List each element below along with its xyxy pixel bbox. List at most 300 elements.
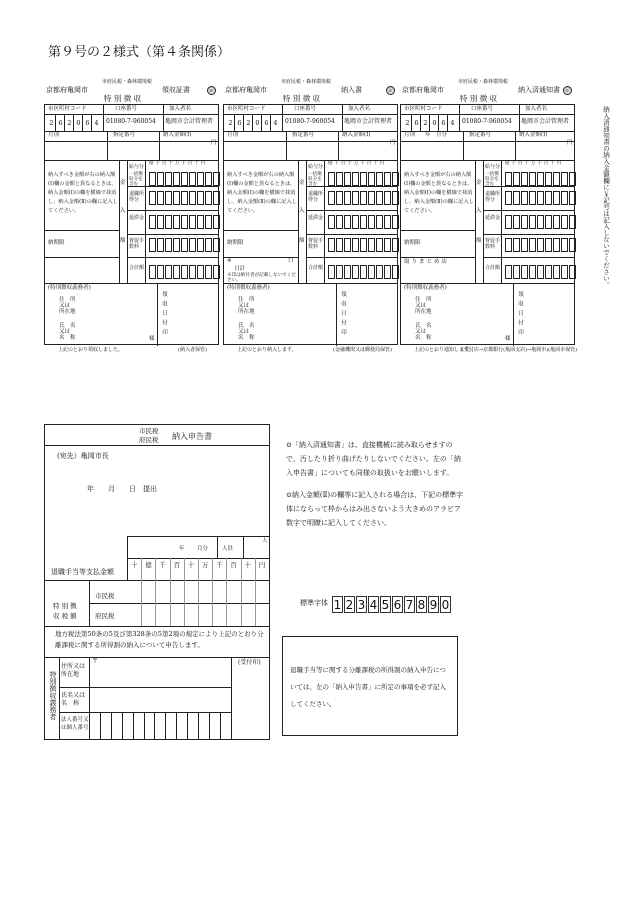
decl-col-line [212,558,213,626]
amount-box[interactable] [545,172,552,186]
standard-digit: 0 [441,598,450,612]
col-line [475,160,476,283]
row-label: 延滞金 [308,215,324,221]
decl-digit-head: 十 [131,561,138,569]
label-name: 氏 名 又は 名 称 [415,323,432,341]
amount-box[interactable] [384,238,391,252]
amount-boxes[interactable] [149,238,221,252]
col-line [513,283,514,346]
amount-box[interactable] [521,191,528,205]
amount-box[interactable] [165,191,172,205]
amount-box[interactable] [213,265,220,279]
decl-digit-head: 百 [173,561,181,569]
code-digit: 6 [441,119,446,127]
amount-box[interactable] [336,191,343,205]
amount-box[interactable] [352,172,359,186]
amount-box[interactable] [157,191,164,205]
amount-boxes[interactable] [505,172,577,186]
payee-name: 亀岡市会計管理者 [521,118,570,125]
amount-box[interactable] [561,215,568,229]
decl-receipt: (受付印) [238,659,261,666]
amount-box[interactable] [569,265,576,279]
amount-box[interactable] [553,215,560,229]
amount-box[interactable] [189,172,196,186]
amount-box[interactable] [205,215,212,229]
decl-col-line [226,558,227,626]
header-acct: 口座番号 [115,106,138,112]
amount-box[interactable] [569,172,576,186]
amount-box[interactable] [521,238,528,252]
row-line [401,114,574,115]
amount-box[interactable] [537,191,544,205]
payee-name: 亀岡市会計管理者 [165,118,214,125]
row-line [401,257,475,258]
amount-box[interactable] [392,238,399,252]
code-digit: 2 [246,119,251,127]
amount-box[interactable] [376,172,383,186]
amount-boxes[interactable] [149,172,221,186]
label-gaku: 額 [120,238,126,244]
decl-col-line [241,558,242,626]
amount-box[interactable] [545,215,552,229]
amount-box[interactable] [149,265,156,279]
amount-box[interactable] [384,172,391,186]
col-line [338,131,339,160]
header-code: 市区町村コード [48,106,87,112]
col-line [306,160,307,283]
amount-box[interactable] [344,191,351,205]
col-line [298,160,299,283]
amount-box[interactable] [505,172,512,186]
amount-box[interactable] [173,265,180,279]
amount-box[interactable] [537,215,544,229]
amount-box[interactable] [165,215,172,229]
digit-line [55,114,56,131]
row-line [224,141,397,142]
amount-box[interactable] [189,238,196,252]
decl-col-year: 年 [179,546,185,552]
code-digit: 6 [264,119,269,127]
row-line [127,257,218,258]
amount-boxes[interactable] [328,172,400,186]
instructions: 納入すべき金額が右の納入額(Ⅰ)欄の金額と異なるときは、納入金額(Ⅰ)の欄を横線で抹消し、納入金額(Ⅱ)の欄に記入してください。 [227,172,297,214]
amount-box[interactable] [181,238,188,252]
code-digit: 2 [67,119,72,127]
label-limit: 納期限 [48,240,65,246]
amount-box[interactable] [569,215,576,229]
amount-box[interactable] [352,191,359,205]
amount-box[interactable] [157,172,164,186]
standard-digit: 3 [357,598,366,612]
amount-boxes[interactable] [328,215,400,229]
label-gaku: 額 [476,238,482,244]
amount-box[interactable] [336,215,343,229]
note-1: ⊙「納入済通知書」は、直接機械に読み取らせますので、汚したり折り曲げたりしないでください。左の「納入申告書」についても同様の取扱いをお願いします。 [286,441,461,477]
amount-box[interactable] [149,172,156,186]
corp-number-box[interactable] [100,712,111,739]
code-digit: 2 [228,119,233,127]
slip-kind: 特 別 徴 収 [104,94,142,103]
amount-box[interactable] [561,265,568,279]
seal-icon: ㊞ [387,88,394,95]
header-payee: 加入者名 [348,106,371,112]
standard-digit: 8 [417,598,426,612]
corp-number-box[interactable] [111,712,122,739]
amount-box[interactable] [529,191,536,205]
amount-box[interactable] [165,265,172,279]
corp-number-box[interactable] [187,712,198,739]
amount-boxes[interactable] [505,265,577,279]
amount-box[interactable] [553,265,560,279]
amount-box[interactable] [205,265,212,279]
amount-box[interactable] [521,265,528,279]
amount-box[interactable] [205,238,212,252]
amount-box[interactable] [537,238,544,252]
amount-box[interactable] [545,191,552,205]
corp-number-box[interactable] [176,712,187,739]
amount-box[interactable] [336,265,343,279]
amount-box[interactable] [173,172,180,186]
label-stamp: 領収日付印 [340,291,346,339]
col-line [107,131,108,160]
corp-number-box[interactable] [209,712,220,739]
digit-line [73,114,74,131]
amount-box[interactable] [505,238,512,252]
digit-line [261,114,262,131]
account-number: 01080-7-960054 [106,118,156,125]
amount-box[interactable] [368,238,375,252]
code-digit: 0 [76,119,81,127]
label-amount: 納入金額(Ⅰ) [342,132,371,138]
label-address: 住 所 又は 所在地 [415,297,432,315]
side-note: 納入済通知書の納入金額欄に￥記号は記入しないでください。 [602,106,610,288]
header-code: 市区町村コード [227,106,266,112]
row-line [483,257,574,258]
decl-tax1: 市民税 [139,427,159,435]
decl-addr: 住所又は所在地 [61,663,86,678]
label-name: 氏 名 又は 名 称 [238,323,255,341]
amount-box[interactable] [189,191,196,205]
corp-number-box[interactable] [220,712,231,739]
amount-box[interactable] [197,215,204,229]
row-label: 給与分 [129,164,145,170]
amount-box[interactable] [197,265,204,279]
col-line [483,160,484,283]
label-sama: 様 [149,336,155,342]
amount-box[interactable] [352,238,359,252]
amount-box[interactable] [545,265,552,279]
amount-box[interactable] [553,172,560,186]
col-line [342,105,343,131]
slip-dept: 市府民税・森林環境税 [281,79,332,85]
decl-col-people: 人員 [222,546,234,552]
amount-boxes[interactable] [505,215,577,229]
label-nyu: 入 [120,208,126,214]
corp-number-box[interactable] [154,712,165,739]
amount-box[interactable] [505,215,512,229]
amount-box[interactable] [157,238,164,252]
amount-box[interactable] [344,215,351,229]
amount-box[interactable] [368,172,375,186]
col-line [157,283,158,346]
amount-box[interactable] [205,191,212,205]
amount-box[interactable] [360,265,367,279]
amount-box[interactable] [384,191,391,205]
code-digit: 2 [49,119,54,127]
amount-boxes[interactable] [149,215,221,229]
amount-box[interactable] [505,191,512,205]
amount-box[interactable] [392,215,399,229]
amount-box[interactable] [392,265,399,279]
amount-box[interactable] [328,172,335,186]
label-obligor: (特別徴収義務者) [404,285,447,291]
decl-digit-head: 百 [230,561,237,569]
amount-box[interactable] [537,172,544,186]
amount-box[interactable] [149,191,156,205]
col-line [163,105,164,131]
amount-boxes[interactable] [149,191,221,205]
amount-box[interactable] [529,238,536,252]
amount-box[interactable] [537,265,544,279]
row-line [224,283,397,284]
amount-box[interactable] [328,191,335,205]
row-line [127,234,218,235]
col-line [463,131,464,160]
corp-number-box[interactable] [165,712,176,739]
amount-box[interactable] [384,215,391,229]
digit-line [411,114,412,131]
header-code: 市区町村コード [404,106,443,112]
amount-box[interactable] [344,265,351,279]
decl-col-line [184,558,185,626]
amount-boxes[interactable] [328,238,400,252]
col-line [286,131,287,160]
slip-1 [44,104,219,345]
slip-name: 領収証書 [162,86,190,94]
col-line [159,131,160,160]
amount-box[interactable] [561,172,568,186]
slip-footer-left: 上記のとおり通知します。 [414,347,474,353]
amount-box[interactable] [213,191,220,205]
payee-name: 亀岡市会計管理者 [344,118,393,125]
amount-box[interactable] [173,215,180,229]
row-line [306,257,397,258]
decl-digit-head: 円 [258,561,266,569]
amount-box[interactable] [360,172,367,186]
decl-addressee: (宛先）亀岡市長 [57,452,109,460]
digit-line [91,114,92,131]
amount-box[interactable] [505,265,512,279]
amount-box[interactable] [376,265,383,279]
label-betsu: 月別 [227,132,239,138]
amount-box[interactable] [213,238,220,252]
amount-box[interactable] [149,238,156,252]
amount-box[interactable] [189,215,196,229]
slip-footer-left: 上記のとおり納入します。 [237,347,297,353]
amount-box[interactable] [328,215,335,229]
amount-box[interactable] [336,172,343,186]
corp-number-box[interactable] [133,712,144,739]
code-digit: 6 [85,119,90,127]
amount-box[interactable] [513,265,520,279]
notice-box-text: 退職手当等に関する分離課税の所得割の納入申告については、左の「納入申告書」に所定の事項を必ず記入してください。 [290,666,446,708]
digit-line [270,114,271,131]
amount-box[interactable] [181,172,188,186]
header-payee: 加入者名 [169,106,192,112]
standard-digit: 6 [393,598,402,612]
amount-box[interactable] [368,191,375,205]
row-sublabel: 一括徴収分を含む [308,172,322,187]
amount-box[interactable] [376,215,383,229]
amount-box[interactable] [569,191,576,205]
standard-digit: 9 [429,598,438,612]
amount-box[interactable] [336,238,343,252]
amount-box[interactable] [376,191,383,205]
code-digit: 4 [94,119,99,127]
slip-2 [223,104,398,345]
amount-box[interactable] [569,238,576,252]
col-line [459,105,460,131]
amount-box[interactable] [213,172,220,186]
amount-box[interactable] [197,238,204,252]
code-digit: 6 [414,119,419,127]
corp-number-box[interactable] [89,712,100,739]
row-line [401,283,574,284]
amount-box[interactable] [328,238,335,252]
label-betsu: 月別 [404,132,416,138]
slip-dept: 市府民税・森林環境税 [102,79,153,85]
amount-box[interactable] [368,215,375,229]
amount-box[interactable] [189,265,196,279]
corp-number-box[interactable] [122,712,133,739]
label-nyu: 入 [299,208,305,214]
amount-box[interactable] [328,265,335,279]
amount-box[interactable] [521,172,528,186]
amount-boxes[interactable] [505,238,577,252]
amount-box[interactable] [561,238,568,252]
decl-corp: 法人番号又は個人番号 [61,717,89,731]
amount-box[interactable] [173,238,180,252]
col-line [515,131,516,160]
amount-box[interactable] [213,215,220,229]
code-digit: 0 [432,119,437,127]
label-name: 氏 名 又は 名 称 [59,323,76,341]
row-label: 督促手数料 [129,238,145,250]
label-mark: ※ [227,258,232,264]
label-yen: 円 [390,140,396,146]
amount-box[interactable] [529,172,536,186]
amount-box[interactable] [157,215,164,229]
amount-box[interactable] [392,191,399,205]
amount-box[interactable] [513,191,520,205]
digit-line [234,114,235,131]
row-sublabel: 一括徴収分を含む [485,172,499,187]
corp-number-box[interactable] [198,712,209,739]
amount-box[interactable] [352,265,359,279]
code-digit: 2 [423,119,428,127]
decl-digit-head: 十 [244,561,252,569]
amount-box[interactable] [344,238,351,252]
row-line [483,186,574,187]
amount-box[interactable] [529,265,536,279]
amount-box[interactable] [376,238,383,252]
amount-boxes[interactable] [505,191,577,205]
amount-box[interactable] [165,172,172,186]
amount-box[interactable] [165,238,172,252]
instructions: 納入すべき金額が右の納入額(Ⅰ)欄の金額と異なるときは、納入金額(Ⅰ)の欄を横線で抹消し、納入金額(Ⅱ)の欄に記入してください。 [404,172,474,214]
row-line [483,210,574,211]
amount-box[interactable] [561,191,568,205]
label-betsu: 月別 [48,132,60,138]
col-line [119,160,120,283]
label-shitei: 指定番号 [292,132,315,138]
decl-title: 納入申告書 [172,432,212,441]
digit-line [438,114,439,131]
code-digit: 4 [450,119,455,127]
header-acct: 口座番号 [294,106,317,112]
amount-box[interactable] [513,172,520,186]
amount-box[interactable] [513,215,520,229]
amount-box[interactable] [553,238,560,252]
amount-box[interactable] [360,238,367,252]
amount-box[interactable] [529,215,536,229]
col-line [324,160,325,283]
slip-footer-right: (受付店→京都銀行(亀岡支店)→亀岡市)(亀岡市保管) [462,347,578,353]
slip-dept: 市府民税・森林環境税 [458,79,509,85]
amount-box[interactable] [352,215,359,229]
amount-box[interactable] [197,172,204,186]
row-line [45,283,218,284]
amount-box[interactable] [205,172,212,186]
declaration-form [44,424,270,740]
amount-box[interactable] [197,191,204,205]
amount-box[interactable] [521,215,528,229]
amount-box[interactable] [384,265,391,279]
row-line [127,186,218,187]
digit-line [447,114,448,131]
amount-box[interactable] [149,215,156,229]
amount-box[interactable] [173,191,180,205]
amount-box[interactable] [360,191,367,205]
amount-boxes[interactable] [328,265,400,279]
amount-box[interactable] [545,238,552,252]
amount-box[interactable] [157,265,164,279]
label-date: 日計 [234,266,246,272]
row-label: 給与分 [308,164,324,170]
row-line [45,141,218,142]
amount-box[interactable] [181,265,188,279]
label-obligor: (特別徴収義務者) [48,285,91,291]
amount-box[interactable] [344,172,351,186]
decl-digit-head: 千 [159,561,166,569]
decl-name: 氏名又は名 称 [61,692,86,707]
amount-box[interactable] [392,172,399,186]
label-circle: 口 [288,258,294,264]
amount-box[interactable] [553,191,560,205]
corp-number-box[interactable] [144,712,155,739]
row-line [401,230,475,231]
decl-date-line: 年 月 日 提出 [87,485,157,493]
amount-box[interactable] [360,215,367,229]
slip-city: 京都府亀岡市 [46,86,88,94]
amount-boxes[interactable] [328,191,400,205]
amount-box[interactable] [513,238,520,252]
amount-box[interactable] [181,191,188,205]
amount-box[interactable] [181,215,188,229]
standard-digit: 5 [381,598,390,612]
amount-box[interactable] [368,265,375,279]
amount-boxes[interactable] [149,265,221,279]
